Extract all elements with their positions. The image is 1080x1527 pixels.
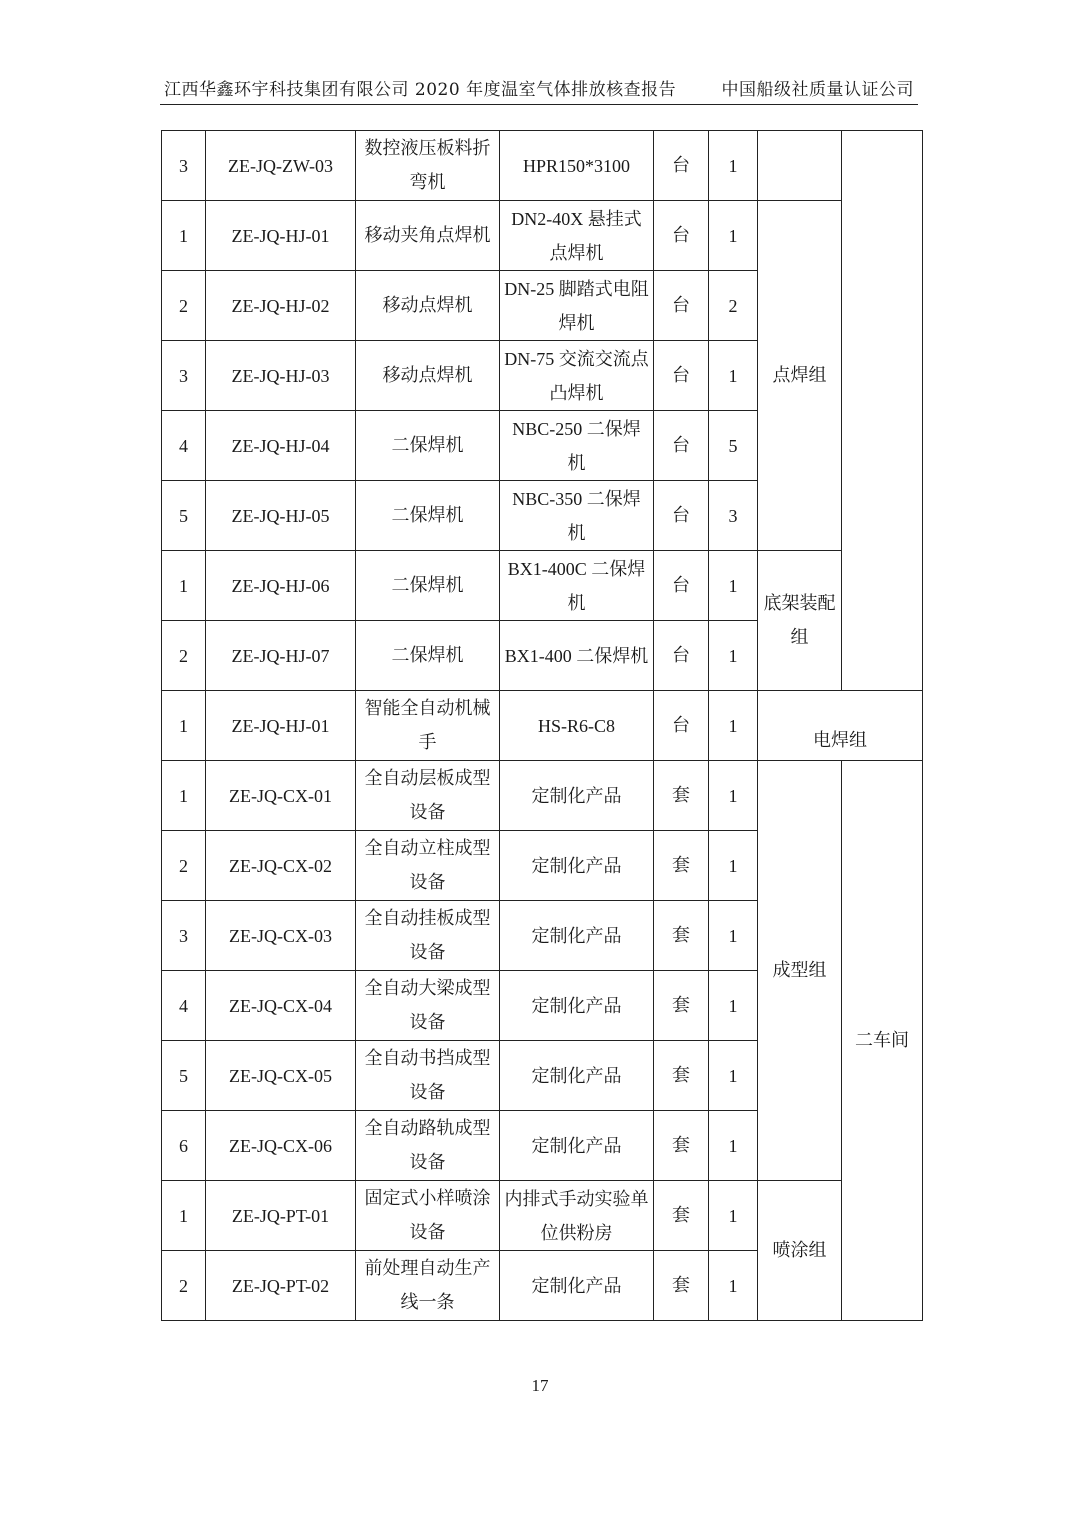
equipment-quantity: 1 [709,621,758,691]
equipment-name: 二保焊机 [356,481,500,551]
equipment-unit: 台 [654,551,709,621]
equipment-model: 定制化产品 [500,831,654,901]
workshop-cell-upper [842,131,923,691]
row-number: 5 [162,481,206,551]
equipment-code: ZE-JQ-CX-06 [206,1111,356,1181]
equipment-unit: 台 [654,621,709,691]
equipment-name: 数控液压板料折弯机 [356,131,500,201]
row-number: 1 [162,761,206,831]
row-number: 3 [162,131,206,201]
equipment-table [161,130,923,1321]
equipment-code: ZE-JQ-ZW-03 [206,131,356,201]
equipment-name: 二保焊机 [356,411,500,481]
equipment-name: 全自动书挡成型设备 [356,1041,500,1111]
row-number: 1 [162,1181,206,1251]
certifier-name: 中国船级社质量认证公司 [721,80,914,100]
equipment-quantity: 1 [709,1111,758,1181]
equipment-model: 定制化产品 [500,971,654,1041]
row-number: 1 [162,201,206,271]
row-number: 2 [162,271,206,341]
page-number: 17 [531,1376,549,1395]
equipment-model: NBC-350 二保焊机 [500,481,654,551]
row-number: 1 [162,551,206,621]
equipment-unit: 套 [654,761,709,831]
equipment-quantity: 1 [709,761,758,831]
equipment-name: 二保焊机 [356,551,500,621]
equipment-model: 内排式手动实验单位供粉房 [500,1181,654,1251]
equipment-unit: 台 [654,201,709,271]
equipment-name: 前处理自动生产线一条 [356,1251,500,1321]
equipment-quantity: 2 [709,271,758,341]
row-number: 2 [162,621,206,691]
page-header [160,78,918,105]
equipment-code: ZE-JQ-HJ-06 [206,551,356,621]
equipment-quantity: 1 [709,1181,758,1251]
report-title: 江西华鑫环宇科技集团有限公司 2020 年度温室气体排放核查报告 [164,80,677,100]
equipment-unit: 套 [654,1251,709,1321]
equipment-model: 定制化产品 [500,761,654,831]
equipment-name: 移动夹角点焊机 [356,201,500,271]
equipment-code: ZE-JQ-CX-05 [206,1041,356,1111]
equipment-quantity: 1 [709,901,758,971]
equipment-model: 定制化产品 [500,1111,654,1181]
group-spot-weld: 点焊组 [758,201,842,551]
equipment-model: DN-75 交流交流点凸焊机 [500,341,654,411]
equipment-code: ZE-JQ-CX-01 [206,761,356,831]
equipment-unit: 套 [654,1041,709,1111]
group-chassis-assembly: 底架装配组 [758,551,842,691]
row-number: 4 [162,411,206,481]
equipment-unit: 台 [654,411,709,481]
equipment-model: 定制化产品 [500,901,654,971]
equipment-model: HPR150*3100 [500,131,654,201]
equipment-quantity: 1 [709,691,758,761]
row-number: 4 [162,971,206,1041]
equipment-unit: 台 [654,271,709,341]
group-forming: 成型组 [758,761,842,1181]
equipment-name: 全自动挂板成型设备 [356,901,500,971]
equipment-code: ZE-JQ-CX-02 [206,831,356,901]
equipment-unit: 台 [654,341,709,411]
group-spray: 喷涂组 [758,1181,842,1321]
equipment-name: 二保焊机 [356,621,500,691]
equipment-code: ZE-JQ-HJ-01 [206,201,356,271]
equipment-code: ZE-JQ-HJ-07 [206,621,356,691]
row-number: 2 [162,1251,206,1321]
equipment-unit: 套 [654,831,709,901]
equipment-quantity: 1 [709,341,758,411]
row-number: 2 [162,831,206,901]
group-cell-empty [758,131,842,201]
equipment-quantity: 3 [709,481,758,551]
table-row [162,131,923,201]
equipment-code: ZE-JQ-PT-01 [206,1181,356,1251]
equipment-unit: 套 [654,971,709,1041]
equipment-quantity: 1 [709,201,758,271]
equipment-code: ZE-JQ-HJ-04 [206,411,356,481]
equipment-unit: 台 [654,481,709,551]
equipment-model: BX1-400 二保焊机 [500,621,654,691]
equipment-model: HS-R6-C8 [500,691,654,761]
equipment-quantity: 1 [709,831,758,901]
equipment-code: ZE-JQ-PT-02 [206,1251,356,1321]
equipment-quantity: 5 [709,411,758,481]
table-row [162,551,923,621]
equipment-name: 全自动层板成型设备 [356,761,500,831]
equipment-code: ZE-JQ-CX-03 [206,901,356,971]
equipment-code: ZE-JQ-HJ-05 [206,481,356,551]
equipment-quantity: 1 [709,131,758,201]
equipment-model: NBC-250 二保焊机 [500,411,654,481]
workshop-2: 二车间 [842,761,923,1321]
equipment-unit: 套 [654,1111,709,1181]
equipment-unit: 台 [654,691,709,761]
equipment-code: ZE-JQ-CX-04 [206,971,356,1041]
equipment-quantity: 1 [709,1041,758,1111]
equipment-model: BX1-400C 二保焊机 [500,551,654,621]
equipment-name: 移动点焊机 [356,271,500,341]
equipment-name: 智能全自动机械手 [356,691,500,761]
table-row [162,1181,923,1251]
equipment-model: 定制化产品 [500,1041,654,1111]
equipment-name: 全自动立柱成型设备 [356,831,500,901]
equipment-quantity: 1 [709,971,758,1041]
equipment-code: ZE-JQ-HJ-02 [206,271,356,341]
row-number: 5 [162,1041,206,1111]
group-electric-weld: 电焊组 [758,691,923,761]
row-number: 1 [162,691,206,761]
equipment-quantity: 1 [709,551,758,621]
row-number: 3 [162,341,206,411]
equipment-code: ZE-JQ-HJ-03 [206,341,356,411]
table-row [162,761,923,831]
equipment-model: 定制化产品 [500,1251,654,1321]
equipment-unit: 套 [654,1181,709,1251]
equipment-unit: 台 [654,131,709,201]
equipment-name: 全自动大梁成型设备 [356,971,500,1041]
equipment-name: 移动点焊机 [356,341,500,411]
equipment-name: 全自动路轨成型设备 [356,1111,500,1181]
table-row [162,691,923,761]
equipment-model: DN2-40X 悬挂式点焊机 [500,201,654,271]
table-row [162,201,923,271]
equipment-unit: 套 [654,901,709,971]
equipment-model: DN-25 脚踏式电阻焊机 [500,271,654,341]
equipment-name: 固定式小样喷涂设备 [356,1181,500,1251]
row-number: 6 [162,1111,206,1181]
equipment-quantity: 1 [709,1251,758,1321]
row-number: 3 [162,901,206,971]
equipment-code: ZE-JQ-HJ-01 [206,691,356,761]
